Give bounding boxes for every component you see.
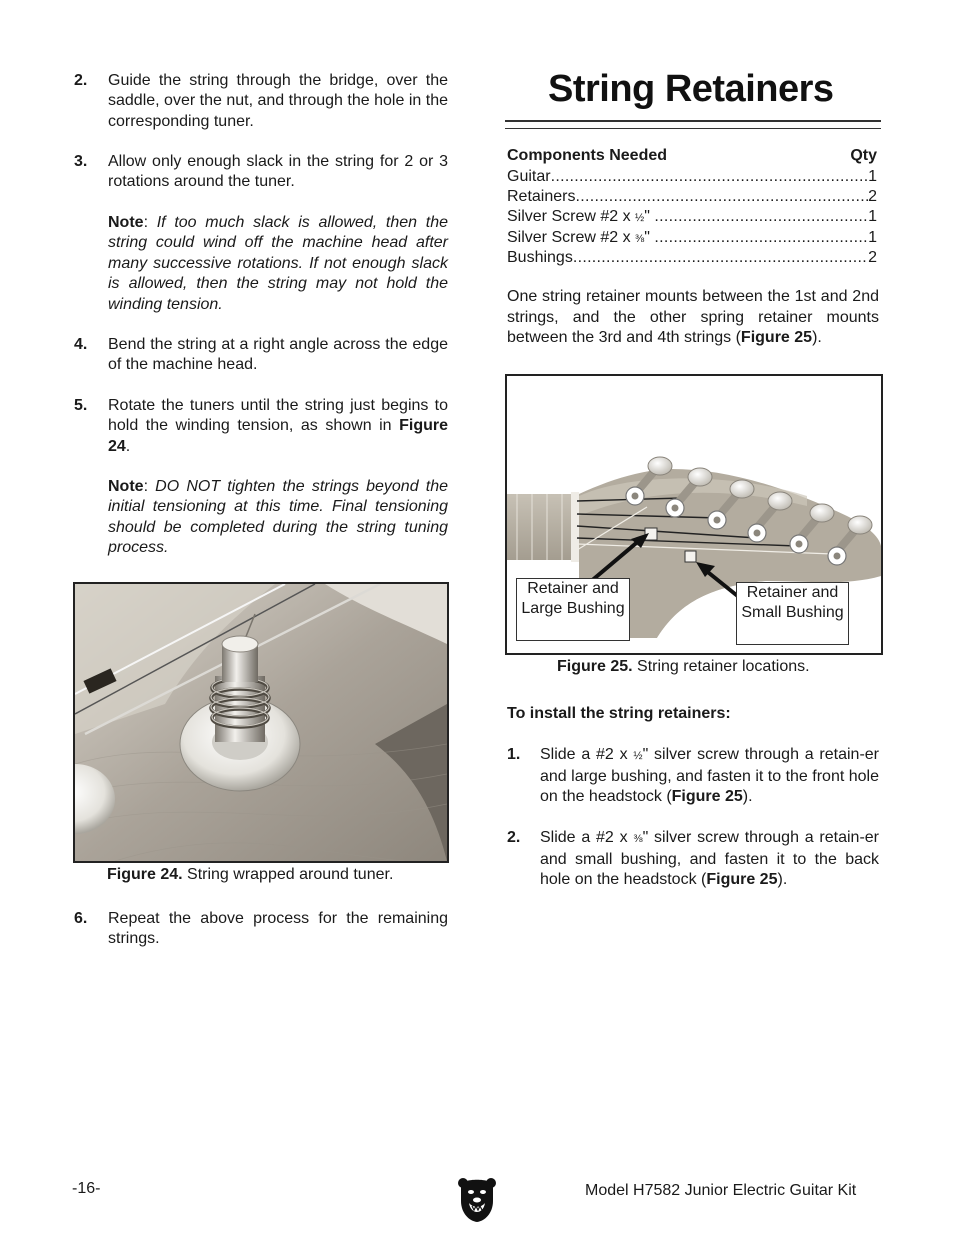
components-header-label: Components Needed: [507, 147, 668, 164]
step-number: 3.: [74, 153, 88, 170]
leader-dots: [551, 167, 869, 187]
note-label: Note: [108, 214, 144, 231]
step-text: [540, 745, 879, 808]
install-heading: To install the string retainers:: [507, 705, 731, 722]
component-name: Bushings: [507, 249, 573, 266]
step-3: [74, 152, 448, 193]
install-step-2: [507, 828, 879, 891]
callout-large-bushing: Retainer and Large Bushing: [516, 578, 630, 641]
figure-reference: Figure 25: [740, 329, 813, 347]
step-fraction: ⅜: [633, 833, 643, 845]
callout-small-bushing: Retainer and Small Bushing: [736, 582, 849, 645]
step-text: Repeat the above process for the remaining strings.: [108, 910, 448, 948]
component-qty: 1: [868, 208, 877, 225]
note-slack: Note: If too much slack is allowed, then the string could wind off the machine head after many successive rotations. If not enough slack is allowed, then the string may not hold the winding tension.: [108, 214, 449, 313]
qty-header: Qty: [850, 147, 877, 164]
step-number: 2.: [507, 829, 521, 846]
step-2: [74, 71, 448, 132]
component-qty: 1: [868, 168, 877, 185]
step-text: Guide the string through the bridge, over the saddle, over the nut, and through the hole in the corresponding tuner.: [108, 72, 448, 130]
component-name: Guitar: [507, 168, 551, 185]
step-number: 1.: [507, 746, 521, 763]
note-text: If too much slack is allowed, then the string could wind off the machine head after many successive rotations. If not enough slack is allowed, then the string may not hold the winding tension.: [108, 214, 449, 313]
step-text-end: ).: [742, 788, 753, 806]
bear-head-logo-icon: [457, 1175, 497, 1223]
component-name: Retainers: [507, 188, 576, 205]
step-text-end: ).: [777, 871, 788, 889]
leader-dots: [654, 207, 868, 227]
figure-reference: Figure 25: [671, 788, 743, 806]
component-fraction: ½: [635, 212, 645, 224]
component-row: [507, 228, 877, 248]
caption-text: String wrapped around tuner.: [187, 866, 394, 883]
step-4: [74, 335, 448, 376]
step-text: [540, 828, 879, 891]
section-title: String Retainers: [548, 68, 834, 110]
leader-dots: [654, 228, 868, 248]
note-text: DO NOT tighten the strings beyond the initial tensioning at this time. Final tensioning should be completed during the string tuning process.: [108, 478, 449, 557]
step-text-before: Slide a #2 x: [540, 746, 634, 763]
step-6: [74, 909, 448, 950]
figure-label: Figure 24.: [107, 866, 183, 883]
component-name: Silver Screw #2 x: [507, 208, 636, 225]
component-suffix: ": [644, 208, 655, 225]
step-text-after: .: [125, 437, 131, 455]
step-text: Allow only enough slack in the string for 2 or 3 rotations around the tuner.: [108, 153, 448, 191]
component-suffix: ": [644, 229, 655, 246]
tuner-photo-illustration: [75, 584, 447, 861]
component-fraction: ⅜: [635, 233, 645, 245]
component-qty: 2: [868, 249, 877, 266]
step-5: [74, 396, 448, 457]
step-number: 2.: [74, 72, 88, 89]
step-number: 5.: [74, 397, 88, 414]
title-rule-thin: [505, 128, 881, 129]
note-label: Note: [108, 478, 144, 495]
step-number: 6.: [74, 910, 88, 927]
step-text-after: " silver screw through a retain-er and small bushing, and fasten it to the back hole on the headstock (: [540, 829, 880, 889]
step-text: [108, 396, 448, 457]
leader-dots: [573, 248, 868, 268]
step-number: 4.: [74, 336, 88, 353]
figure-24-photo: [73, 582, 449, 863]
components-header: [507, 147, 879, 167]
figure-25-caption: [557, 658, 810, 676]
figure-24-caption: [107, 866, 393, 884]
step-text-before: Slide a #2 x: [540, 829, 634, 846]
install-step-1: [507, 745, 879, 808]
note-tighten: Note: DO NOT tighten the strings beyond the initial tensioning at this time. Final tensioning should be completed during the string tuning process.: [108, 478, 449, 557]
model-footer: Model H7582 Junior Electric Guitar Kit: [585, 1182, 857, 1199]
component-row: [507, 187, 877, 207]
component-qty: 2: [868, 188, 877, 205]
step-fraction: ½: [633, 750, 643, 762]
step-text: Bend the string at a right angle across the edge of the machine head.: [108, 336, 448, 374]
figure-reference: Figure 25: [706, 871, 778, 889]
page-number: -16-: [72, 1180, 101, 1197]
component-row: [507, 207, 877, 227]
intro-paragraph: [507, 287, 879, 349]
intro-text: One string retainer mounts between the 1st and 2nd strings, and the other spring retainer mounts between the 3rd and 4th strings (: [507, 288, 879, 347]
figure-label: Figure 25.: [557, 658, 633, 675]
component-row: [507, 167, 877, 187]
component-name: Silver Screw #2 x: [507, 229, 636, 246]
caption-text: String retainer locations.: [637, 658, 810, 675]
title-rule-thick: [505, 120, 881, 122]
intro-end: ).: [812, 329, 822, 347]
component-qty: 1: [868, 229, 877, 246]
component-row: [507, 248, 877, 268]
leader-dots: [575, 187, 868, 207]
step-text-after: " silver screw through a retain-er and large bushing, and fasten it to the front hole on the headstock (: [540, 746, 880, 806]
step-text-before: Rotate the tuners until the string just begins to hold the winding tension, as shown in: [108, 397, 448, 435]
figure-reference: Figure 24: [108, 417, 448, 455]
